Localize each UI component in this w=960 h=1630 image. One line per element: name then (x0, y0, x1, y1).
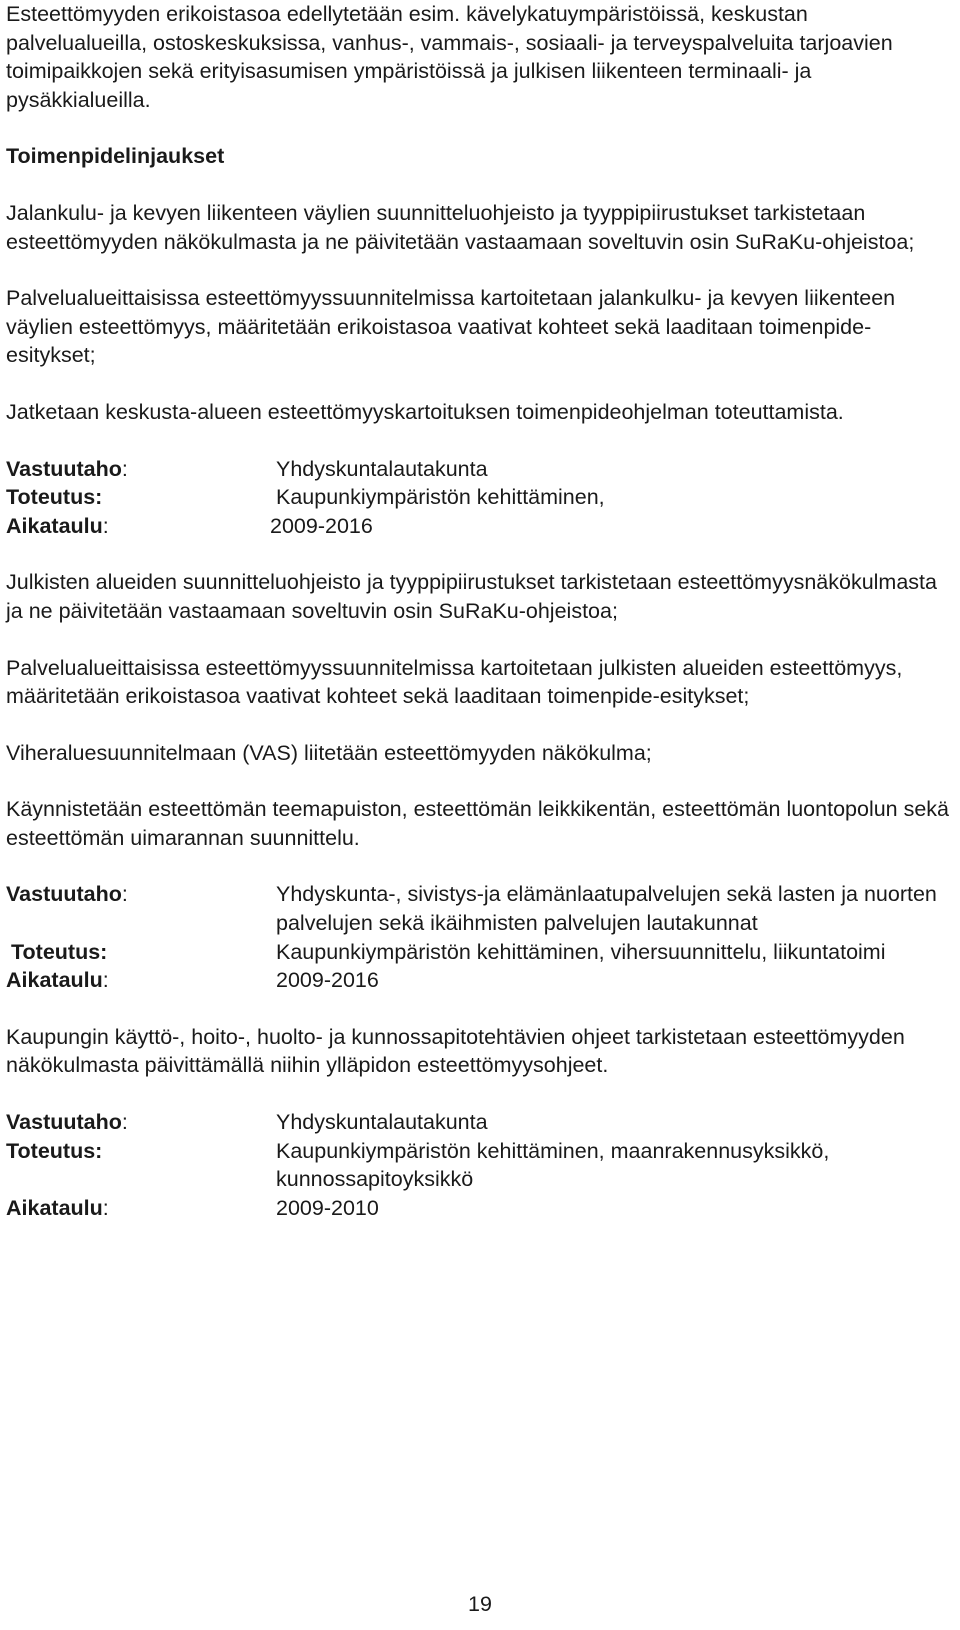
page-number: 19 (468, 1592, 492, 1616)
responsible-label: Vastuutaho: (6, 1110, 128, 1135)
schedule-value: 2009-2010 (276, 1195, 379, 1220)
document-page (6, 0, 952, 1222)
section1-paragraph-3: Jatketaan keskusta-alueen esteettömyyskartoituksen toimenpideohjelman toteuttamista. (6, 399, 844, 424)
schedule-value: 2009-2016 (276, 968, 379, 993)
responsible-value: Yhdyskuntalautakunta (276, 1110, 488, 1135)
section3-responsibility-block (6, 1108, 952, 1222)
section3-paragraph-1: Kaupungin käyttö-, hoito-, huolto- ja kunnossapitotehtävien ohjeet tarkistetaan esteettömyyden näkökulmasta päivittämällä niihin ylläpidon esteettömyysohjeet. (6, 1024, 905, 1078)
implementation-label: Toteutus: (6, 1138, 103, 1163)
schedule-label: Aikataulu: (6, 1195, 109, 1220)
responsible-value: Yhdyskunta-, sivistys-ja elämänlaatupalvelujen sekä lasten ja nuorten palvelujen sekä ikäihmisten palvelujen lautakunnat (276, 882, 937, 936)
section2-responsibility-block (6, 880, 952, 994)
section1-paragraph-1: Jalankulu- ja kevyen liikenteen väylien suunnitteluohjeisto ja tyyppipiirustukset tarkistetaan esteettömyyden näkökulmasta ja ne päivitetään vastaamaan soveltuvin osin SuRaKu-ohjeistoa; (6, 200, 915, 254)
schedule-label: Aikataulu : (6, 513, 109, 538)
schedule-label: Aikataulu: (6, 968, 109, 993)
section1-responsibility-block (6, 455, 952, 541)
implementation-label: Toteutus: (6, 485, 103, 510)
responsible-label: Vastuutaho: (6, 456, 128, 481)
implementation-value: Kaupunkiympäristön kehittäminen, maanrakennusyksikkö, kunnossapitoyksikkö (276, 1138, 830, 1192)
section2-paragraph-1: Julkisten alueiden suunnitteluohjeisto ja tyyppipiirustukset tarkistetaan esteettömyysnäkökulmasta ja ne päivitetään vastaamaan soveltuvin osin SuRaKu-ohjeistoa; (6, 570, 937, 623)
schedule-value: 2009-2016 (270, 513, 373, 538)
implementation-value: Kaupunkiympäristön kehittäminen, vihersuunnittelu, liikuntatoimi (276, 939, 886, 964)
responsible-value: Yhdyskuntalautakunta (276, 456, 488, 481)
responsible-label: Vastuutaho: (6, 882, 128, 907)
intro-paragraph: Esteettömyyden erikoistasoa edellytetään esim. kävelykatuympäristöissä, keskustan palvelualueilla, ostoskeskuksissa, vanhus-, vammais-, sosiaali- ja terveyspalveluita tarjoavien toimipaikkojen sekä erityisasumisen ympäristöissä ja julkisen liikenteen terminaali- ja pysäkkialueilla. (6, 2, 893, 112)
section1-paragraph-2: Palvelualueittaisissa esteettömyyssuunnitelmissa kartoitetaan jalankulku- ja kevyen liikenteen väylien esteettömyys, määritetään erikoistasoa vaativat kohteet sekä laaditaan toimenpide-esitykset; (6, 286, 896, 368)
section2-paragraph-4: Käynnistetään esteettömän teemapuiston, esteettömän leikkikentän, esteettömän luontopolun sekä esteettömän uimarannan suunnittelu. (6, 797, 950, 850)
implementation-label: Toteutus: (11, 939, 108, 964)
section2-paragraph-2: Palvelualueittaisissa esteettömyyssuunnitelmissa kartoitetaan julkisten alueiden esteettömyys, määritetään erikoistasoa vaativat kohteet sekä laaditaan toimenpide-esitykset; (6, 655, 903, 709)
implementation-value: Kaupunkiympäristön kehittäminen, (276, 485, 605, 510)
section2-paragraph-3: Viheraluesuunnitelmaan (VAS) liitetään esteettömyyden näkökulma; (6, 740, 652, 765)
section-heading: Toimenpidelinjaukset (6, 144, 225, 169)
